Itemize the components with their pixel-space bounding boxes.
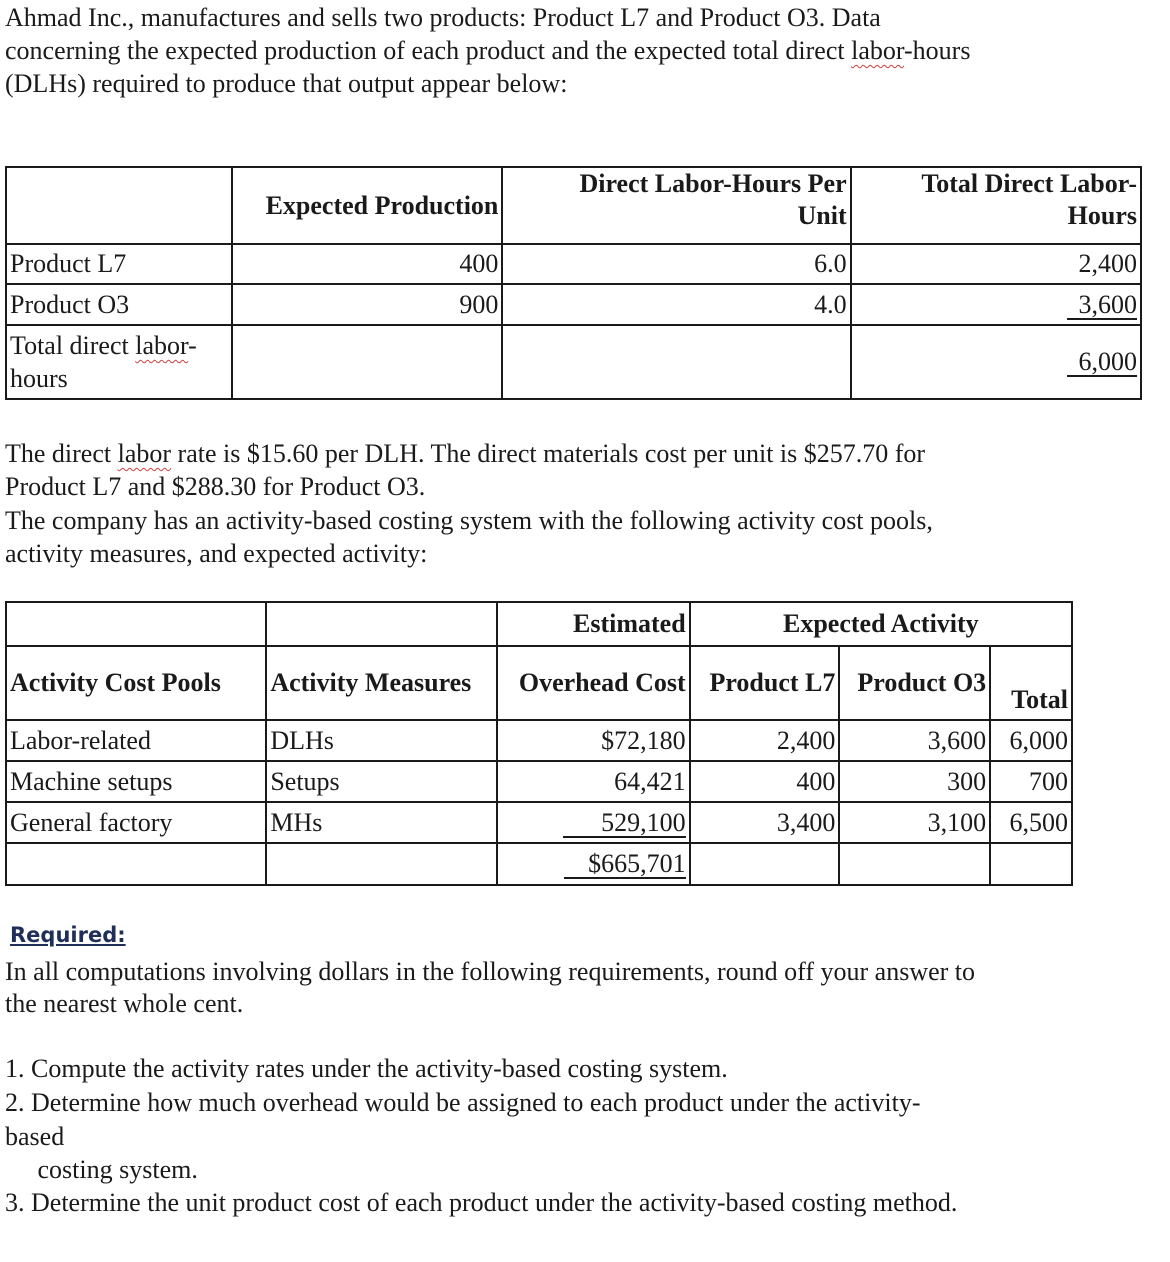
estimated-header: Estimated (497, 602, 690, 646)
activity-row-labor (6, 720, 1072, 761)
activity-l7: 3,400 (690, 802, 840, 843)
requirement-3: 3. Determine the unit product cost of each product under the activity-based costing method. (5, 1188, 958, 1217)
activity-row-total (6, 843, 1072, 885)
row-total-dlh (851, 284, 1141, 325)
measure-name: Setups (266, 761, 497, 802)
required-line-2: the nearest whole cent. (5, 989, 244, 1018)
total-dlh-header-line2: Hours (1067, 201, 1137, 230)
total-dlh-value: 6,000 (1067, 348, 1138, 377)
measure-name: MHs (266, 802, 497, 843)
activity-header-row-2 (6, 646, 1072, 720)
total-dlh-header-line1: Total Direct Labor- (921, 169, 1137, 198)
grand-total-overhead: $665,701 (564, 850, 686, 879)
production-row-o3 (6, 284, 1141, 325)
activity-total: 6,000 (990, 720, 1072, 761)
intro-line-2c: -hours (904, 36, 971, 65)
product-o3-header: Product O3 (839, 646, 990, 720)
middle-line-1 (5, 437, 925, 470)
dlh-per-unit-header-line1: Direct Labor-Hours Per (579, 169, 847, 198)
production-table-header (6, 167, 1141, 244)
row-production: 900 (232, 284, 503, 325)
middle-line-2: Product L7 and $288.30 for Product O3. (5, 472, 426, 501)
activity-header-row-1 (6, 602, 1072, 646)
total-label-1a: Total direct (10, 331, 136, 360)
activity-total-blank-5 (990, 843, 1072, 885)
total-dlh-header (851, 167, 1141, 244)
row-production: 400 (232, 244, 503, 284)
overhead-cost: $72,180 (497, 720, 690, 761)
production-row-total (6, 325, 1141, 399)
activity-total: 700 (990, 761, 1072, 802)
required-line-1: In all computations involving dollars in the following requirements, round off your answer to (5, 957, 976, 986)
overhead-cost: 529,100 (563, 809, 686, 838)
activity-measures-header: Activity Measures (266, 646, 497, 720)
total-dlh-value-cell (851, 325, 1141, 399)
row-label: Product O3 (6, 284, 232, 325)
intro-line-1: Ahmad Inc., manufactures and sells two products: Product L7 and Product O3. Data (5, 3, 881, 32)
activity-l7: 2,400 (690, 720, 840, 761)
activity-row-general (6, 802, 1072, 843)
intro-line-2 (5, 34, 970, 67)
row-dlh-per-unit: 4.0 (502, 284, 850, 325)
row-label: Product L7 (6, 244, 232, 284)
activity-header-blank-1 (6, 602, 266, 646)
middle-line-4: activity measures, and expected activity: (5, 539, 428, 568)
pool-name: Machine setups (6, 761, 266, 802)
activity-o3: 3,100 (839, 802, 990, 843)
requirement-2-cont-2: costing system. (5, 1155, 198, 1184)
total-header: Total (990, 646, 1072, 720)
activity-l7: 400 (690, 761, 840, 802)
measure-name: DLHs (266, 720, 497, 761)
requirement-2: 2. Determine how much overhead would be assigned to each product under the activity- (5, 1088, 921, 1117)
grand-total-cell (497, 843, 690, 885)
expected-activity-header: Expected Activity (690, 602, 1072, 646)
dlh-per-unit-header-line2: Unit (797, 201, 847, 230)
activity-o3: 3,600 (839, 720, 990, 761)
total-label (6, 325, 232, 399)
middle-labor-word: labor (117, 439, 172, 468)
middle-line-3: The company has an activity-based costing system with the following activity cost pools, (5, 506, 933, 535)
production-table (5, 166, 1142, 400)
expected-production-header: Expected Production (232, 167, 503, 244)
intro-line-3: (DLHs) required to produce that output appear below: (5, 69, 568, 98)
activity-table (5, 601, 1073, 886)
activity-cost-pools-header: Activity Cost Pools (6, 646, 266, 720)
required-heading: Required: (10, 923, 126, 947)
dlh-per-unit-header (502, 167, 850, 244)
overhead-cost-cell (497, 802, 690, 843)
total-label-line1 (10, 329, 228, 362)
production-row-l7 (6, 244, 1141, 284)
activity-header-blank-2 (266, 602, 497, 646)
product-l7-header: Product L7 (690, 646, 840, 720)
total-label-line2: hours (10, 364, 68, 393)
pool-name: Labor-related (6, 720, 266, 761)
total-blank-1 (232, 325, 503, 399)
row-dlh-per-unit: 6.0 (502, 244, 850, 284)
intro-line-2a: concerning the expected production of each product and the expected total direct (5, 36, 852, 65)
requirement-1: 1. Compute the activity rates under the activity-based costing system. (5, 1054, 728, 1083)
activity-total-blank-2 (266, 843, 497, 885)
pool-name: General factory (6, 802, 266, 843)
total-label-1c: - (188, 331, 197, 360)
activity-total-blank-3 (690, 843, 840, 885)
row-total-dlh: 2,400 (851, 244, 1141, 284)
activity-total: 6,500 (990, 802, 1072, 843)
intro-labor-word: labor (851, 36, 904, 65)
production-header-blank (6, 167, 232, 244)
total-blank-2 (502, 325, 850, 399)
activity-total-blank-1 (6, 843, 266, 885)
requirement-2-cont: based (5, 1122, 65, 1151)
middle-line-1a: The direct (5, 439, 118, 468)
activity-o3: 300 (839, 761, 990, 802)
overhead-cost: 64,421 (497, 761, 690, 802)
total-label-labor-word: labor (135, 331, 189, 360)
middle-line-1c: rate is $15.60 per DLH. The direct materials cost per unit is $257.70 for (171, 439, 926, 468)
overhead-cost-header: Overhead Cost (497, 646, 690, 720)
activity-row-setups (6, 761, 1072, 802)
activity-total-blank-4 (839, 843, 990, 885)
row-total-dlh-value: 3,600 (1067, 291, 1138, 320)
